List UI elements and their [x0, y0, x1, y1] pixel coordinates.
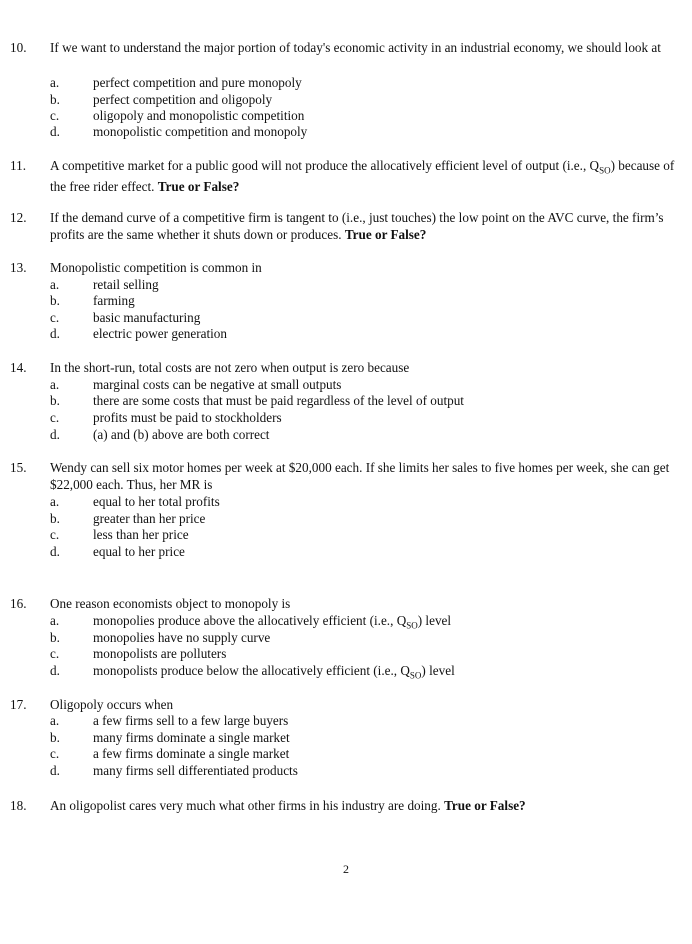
option-letter: d.	[50, 544, 60, 559]
option-letter: a.	[50, 494, 60, 509]
option-text	[93, 663, 455, 684]
option-text: a few firms dominate a single market	[93, 746, 290, 761]
option-letter: d.	[50, 763, 60, 778]
option-text: electric power generation	[93, 326, 227, 341]
option-c	[0, 527, 692, 544]
option-letter: a.	[50, 377, 60, 392]
option-letter: c.	[50, 310, 60, 325]
true-false-label: True or False?	[444, 798, 526, 813]
stem-text: If the demand curve of a competitive firm is tangent to (i.e., just touches) the low point on the AVC curve, the firm’s profits are the same whether it shuts down or produces.	[50, 210, 664, 242]
option-letter: b.	[50, 293, 60, 308]
option-letter: c.	[50, 527, 60, 542]
question-number: 11.	[10, 158, 26, 173]
option-a	[0, 75, 692, 92]
option-text: many firms sell differentiated products	[93, 763, 298, 778]
option-b	[0, 630, 692, 647]
question-stem: In the short-run, total costs are not zero when output is zero because	[50, 360, 410, 375]
option-a	[0, 277, 692, 294]
option-text: perfect competition and pure monopoly	[93, 75, 302, 90]
option-text: less than her price	[93, 527, 189, 542]
option-a	[0, 613, 692, 630]
option-b	[0, 511, 692, 528]
page-number: 2	[343, 862, 349, 876]
true-false-label: True or False?	[344, 226, 427, 242]
option-letter: d.	[50, 427, 60, 442]
option-c	[0, 310, 692, 327]
question-number: 12.	[10, 210, 27, 225]
option-text: farming	[93, 293, 135, 308]
option-text: perfect competition and oligopoly	[93, 92, 273, 107]
option-letter: b.	[50, 730, 60, 745]
option-c	[0, 746, 692, 763]
question-number: 14.	[10, 360, 27, 375]
option-text-main: monopolies produce above the allocatively efficient (i.e., Q	[93, 613, 407, 628]
option-a	[0, 494, 692, 511]
option-letter: a.	[50, 75, 60, 90]
subscript: SO	[406, 620, 418, 631]
option-letter: b.	[50, 92, 60, 107]
option-b	[0, 92, 692, 109]
question-stem	[50, 210, 675, 244]
option-d	[0, 326, 692, 343]
option-letter: d.	[50, 124, 60, 139]
subscript: SO	[409, 670, 422, 681]
option-text: basic manufacturing	[93, 310, 201, 325]
option-c	[0, 410, 692, 427]
question-stem	[50, 158, 675, 196]
option-d	[0, 544, 692, 561]
stem-text: An oligopolist cares very much what other firms in his industry are doing.	[50, 798, 441, 813]
option-letter: c.	[50, 746, 60, 761]
question-number: 18.	[10, 798, 27, 813]
question-stem: Monopolistic competition is common in	[50, 260, 262, 275]
option-letter: c.	[50, 646, 60, 661]
option-letter: a.	[50, 277, 60, 292]
question-number: 10.	[10, 40, 27, 55]
option-d	[0, 427, 692, 444]
option-letter: b.	[50, 630, 60, 645]
option-text: oligopoly and monopolistic competition	[93, 108, 305, 123]
option-b	[0, 293, 692, 310]
subscript: SO	[599, 165, 611, 176]
option-letter: d.	[50, 663, 60, 678]
option-letter: b.	[50, 511, 60, 526]
option-text: there are some costs that must be paid regardless of the level of output	[93, 393, 464, 408]
option-a	[0, 713, 692, 730]
stem-text-after: ) because of the free rider effect.	[50, 158, 675, 195]
option-text: many firms dominate a single market	[93, 730, 290, 745]
question-stem: One reason economists object to monopoly is	[50, 596, 291, 611]
question-number: 13.	[10, 260, 27, 275]
option-text: monopolies have no supply curve	[93, 630, 271, 645]
option-b	[0, 393, 692, 410]
option-a	[0, 377, 692, 394]
option-text: monopolistic competition and monopoly	[93, 124, 308, 139]
option-text-main: monopolists produce below the allocatively efficient (i.e., Q	[93, 663, 410, 678]
question-number: 15.	[10, 460, 27, 475]
option-text: retail selling	[93, 277, 159, 292]
question-number: 17.	[10, 697, 27, 712]
option-text: (a) and (b) above are both correct	[93, 427, 270, 442]
option-letter: c.	[50, 108, 60, 123]
option-letter: d.	[50, 326, 60, 341]
stem-text: A competitive market for a public good will not produce the allocatively efficient level of output (i.e., Q	[50, 158, 600, 173]
question-stem: Oligopoly occurs when	[50, 697, 174, 712]
question-stem: If we want to understand the major portion of today's economic activity in an industrial economy, we should look at	[50, 40, 661, 55]
question-stem	[50, 798, 675, 815]
option-text-after: ) level	[417, 613, 452, 628]
option-letter: b.	[50, 393, 60, 408]
option-letter: c.	[50, 410, 60, 425]
option-d	[0, 663, 692, 680]
option-text: marginal costs can be negative at small outputs	[93, 377, 342, 392]
option-text: profits must be paid to stockholders	[93, 410, 282, 425]
option-text: equal to her total profits	[93, 494, 220, 509]
option-b	[0, 730, 692, 747]
option-text: greater than her price	[93, 511, 206, 526]
question-number: 16.	[10, 596, 27, 611]
option-letter: a.	[50, 613, 60, 628]
option-text: equal to her price	[93, 544, 185, 559]
true-false-label: True or False?	[157, 179, 240, 195]
option-text-after: ) level	[421, 663, 455, 678]
option-c	[0, 646, 692, 663]
option-d	[0, 124, 692, 141]
question-stem: Wendy can sell six motor homes per week at $20,000 each. If she limits her sales to five homes per week, she can get $22,000 each. Thus, her MR is	[50, 460, 670, 492]
option-text: a few firms sell to a few large buyers	[93, 713, 289, 728]
option-c	[0, 108, 692, 125]
option-d	[0, 763, 692, 780]
option-letter: a.	[50, 713, 60, 728]
option-text: monopolists are polluters	[93, 646, 227, 661]
